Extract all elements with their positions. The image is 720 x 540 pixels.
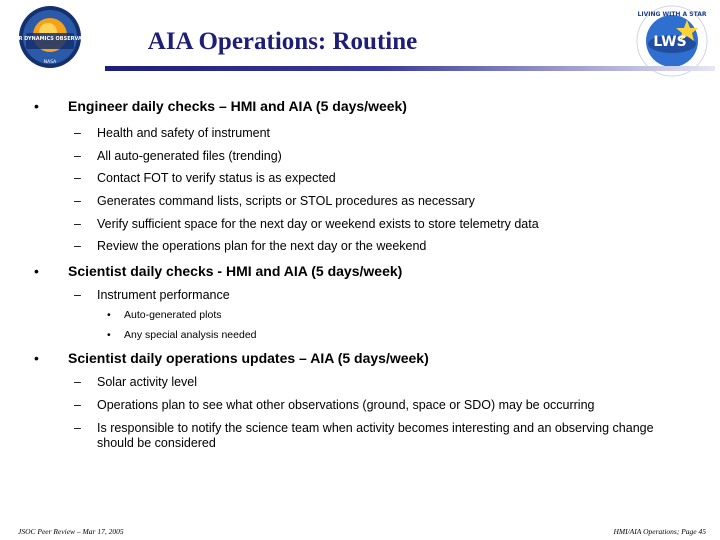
list-item-text: Operations plan to see what other observations (ground, space or SDO) may be occurring: [97, 398, 595, 412]
list-item-text: Contact FOT to verify status is as expected: [97, 171, 336, 185]
bullet-marker: •: [34, 98, 39, 114]
sub-list-item-text: Auto-generated plots: [124, 309, 222, 321]
section-heading-text: Scientist daily checks - HMI and AIA (5 days/week): [68, 263, 403, 279]
dash-marker: –: [74, 375, 81, 389]
dash-marker: –: [74, 126, 81, 140]
list-item-text: Instrument performance: [97, 288, 230, 302]
dash-marker: –: [74, 217, 81, 231]
sub-bullet-marker: •: [107, 329, 111, 341]
list-item-text: Review the operations plan for the next day or the weekend: [97, 239, 427, 253]
slide-title: AIA Operations: Routine: [147, 28, 418, 55]
bullet-marker: •: [34, 263, 39, 279]
sdo-logo-nasa-text: NASA: [43, 60, 57, 65]
dash-marker: –: [74, 398, 81, 412]
list-item-text: Health and safety of instrument: [97, 126, 271, 140]
section-heading-text: Scientist daily operations updates – AIA (5 days/week): [68, 350, 429, 366]
dash-marker: –: [74, 194, 81, 208]
list-item-text: Generates command lists, scripts or STOL procedures as necessary: [97, 194, 475, 208]
footer-page-number: HMI/AIA Operations; Page 45: [613, 527, 706, 536]
dash-marker: –: [74, 171, 81, 185]
bullet-marker: •: [34, 350, 39, 366]
dash-marker: –: [74, 239, 81, 253]
lws-logo-center-text: LWS: [653, 34, 687, 50]
sub-list-item-text: Any special analysis needed: [124, 329, 257, 341]
lws-logo-arc-text: LIVING WITH A STAR: [637, 11, 707, 18]
dash-marker: –: [74, 288, 81, 302]
list-item-text: Verify sufficient space for the next day or weekend exists to store telemetry data: [97, 217, 539, 231]
sub-bullet-marker: •: [107, 309, 111, 321]
list-item-text: All auto-generated files (trending): [97, 149, 282, 163]
footer-left: JSOC Peer Review – Mar 17, 2005: [18, 527, 124, 536]
dash-marker: –: [74, 149, 81, 163]
list-item-text: Solar activity level: [97, 375, 198, 389]
list-item-text: Is responsible to notify the science team when activity becomes interesting and an observing change should be considered: [97, 421, 654, 450]
dash-marker: –: [74, 421, 81, 435]
section-heading-text: Engineer daily checks – HMI and AIA (5 days/week): [68, 98, 407, 114]
sdo-logo-text: SOLAR DYNAMICS OBSERVATORY: [3, 36, 97, 42]
